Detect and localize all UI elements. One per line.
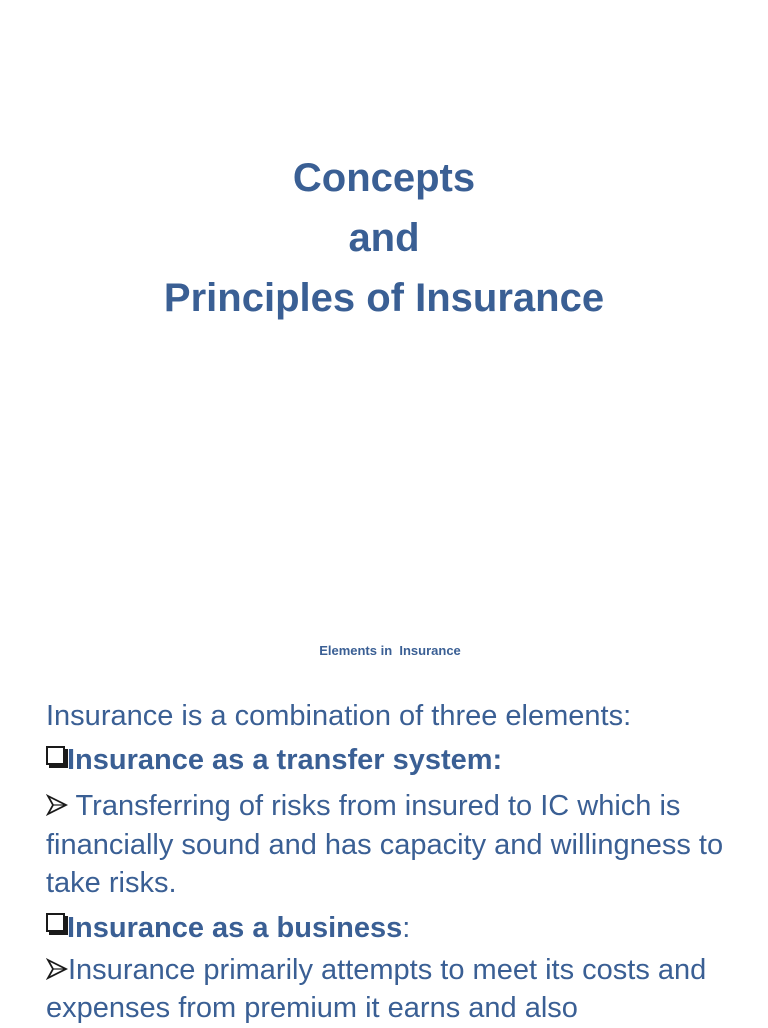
arrow-bullet-icon	[46, 958, 68, 980]
checkbox-square-icon	[46, 746, 65, 765]
bullet-body-text: Transferring of risks from insured to IC which is financially sound and has capacity and willingness to take risks.	[46, 790, 724, 899]
intro-text: Insurance is a combination of three elements:	[46, 700, 632, 732]
title-line-3: Principles of Insurance	[163, 276, 605, 320]
slide-title	[0, 148, 768, 328]
title-line-1: Concepts	[292, 156, 476, 200]
bullet-heading-business	[46, 909, 736, 947]
bullet-body-text: Insurance primarily attempts to meet its costs and expenses from premium it earns and also	[46, 953, 707, 1024]
bullet-heading-text: Insurance as a transfer system:	[67, 744, 503, 776]
bullet-heading-text: Insurance as a business	[67, 911, 403, 944]
title-line-2: and	[348, 216, 420, 260]
content-body	[46, 697, 736, 1028]
bullet-heading-transfer-system	[46, 741, 736, 779]
section-heading: Elements in Insurance	[319, 643, 461, 658]
bullet-body-transfer-system	[46, 787, 736, 903]
bullet-body-business	[46, 951, 736, 1028]
bullet-heading-suffix: :	[402, 911, 411, 944]
checkbox-square-icon	[46, 913, 65, 932]
arrow-bullet-icon	[46, 794, 68, 816]
